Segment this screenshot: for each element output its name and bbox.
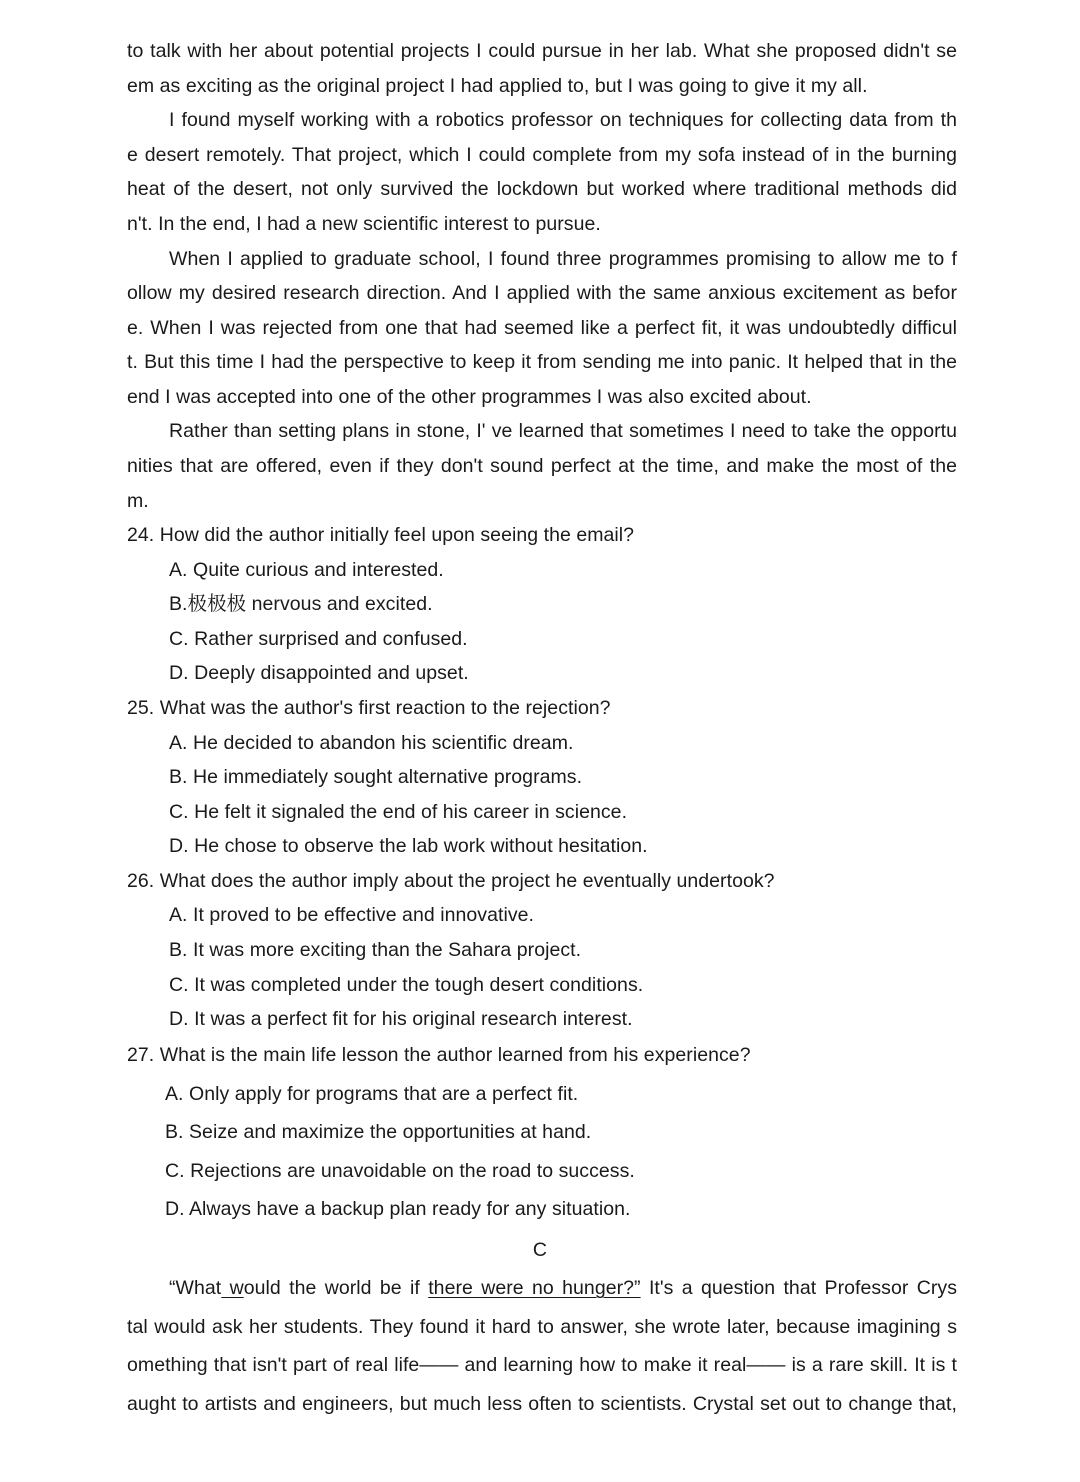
- passage-line: When I applied to graduate school, I found three programmes promising to allow me to f: [169, 248, 957, 270]
- passage-line: omething that isn't part of real life—— and learning how to make it real—— is a rare skill. It is t: [127, 1354, 957, 1376]
- question-25-option-b: B. He immediately sought alternative programs.: [169, 766, 583, 788]
- passage-line: to talk with her about potential projects I could pursue in her lab. What she proposed didn't se: [127, 40, 957, 62]
- quote-open: “What: [169, 1277, 222, 1299]
- passage-line: heat of the desert, not only survived the lockdown but worked where traditional methods did: [127, 178, 957, 200]
- question-27-option-c: C. Rejections are unavoidable on the road to success.: [165, 1160, 635, 1182]
- passage-line: em as exciting as the original project I had applied to, but I was going to give it my all.: [127, 75, 868, 97]
- section-heading: C: [532, 1239, 548, 1261]
- question-25-option-d: D. He chose to observe the lab work without hesitation.: [169, 835, 648, 857]
- question-26-option-a: A. It proved to be effective and innovative.: [169, 904, 534, 926]
- question-24-option-b: B.极极极 nervous and excited.: [169, 593, 433, 615]
- quote-middle: ould the world be if: [243, 1277, 429, 1299]
- question-24-option-c: C. Rather surprised and confused.: [169, 628, 468, 650]
- question-27-stem: 27. What is the main life lesson the author learned from his experience?: [127, 1044, 751, 1066]
- question-26-option-c: C. It was completed under the tough desert conditions.: [169, 974, 644, 996]
- passage-line: ollow my desired research direction. And I applied with the same anxious excitement as befor: [127, 282, 957, 304]
- question-24-option-a: A. Quite curious and interested.: [169, 559, 444, 581]
- question-27-option-d: D. Always have a backup plan ready for any situation.: [165, 1198, 631, 1220]
- question-27-option-a: A. Only apply for programs that are a perfect fit.: [165, 1083, 579, 1105]
- question-27-option-b: B. Seize and maximize the opportunities at hand.: [165, 1121, 592, 1143]
- passage-line: nities that are offered, even if they don't sound perfect at the time, and make the most of the: [127, 455, 957, 477]
- passage-line: end I was accepted into one of the other programmes I was also excited about.: [127, 386, 812, 408]
- passage-line: e. When I was rejected from one that had seemed like a perfect fit, it was undoubtedly difficul: [127, 317, 957, 339]
- section-c-first-line: [169, 1275, 957, 1301]
- question-26-option-d: D. It was a perfect fit for his original research interest.: [169, 1008, 633, 1030]
- question-24-option-d: D. Deeply disappointed and upset.: [169, 662, 469, 684]
- question-25-option-a: A. He decided to abandon his scientific dream.: [169, 732, 574, 754]
- passage-line: I found myself working with a robotics professor on techniques for collecting data from th: [169, 109, 957, 131]
- underlined-text: w: [221, 1277, 244, 1299]
- passage-line: e desert remotely. That project, which I could complete from my sofa instead of in the burning: [127, 144, 957, 166]
- underlined-text: there were no hunger?”: [428, 1277, 641, 1299]
- passage-line: t. But this time I had the perspective to keep it from sending me into panic. It helped that in the: [127, 351, 957, 373]
- passage-line: aught to artists and engineers, but much less often to scientists. Crystal set out to change that,: [127, 1393, 957, 1415]
- passage-line: Rather than setting plans in stone, I' ve learned that sometimes I need to take the opportu: [169, 420, 957, 442]
- question-24-stem: 24. How did the author initially feel upon seeing the email?: [127, 524, 635, 546]
- passage-line: m.: [127, 490, 149, 512]
- passage-line: tal would ask her students. They found it hard to answer, she wrote later, because imagining s: [127, 1316, 957, 1338]
- question-26-option-b: B. It was more exciting than the Sahara project.: [169, 939, 582, 961]
- passage-line: n't. In the end, I had a new scientific interest to pursue.: [127, 213, 601, 235]
- question-26-stem: 26. What does the author imply about the project he eventually undertook?: [127, 870, 775, 892]
- quote-rest: It's a question that Professor Crys: [640, 1277, 958, 1299]
- question-25-stem: 25. What was the author's first reaction to the rejection?: [127, 697, 611, 719]
- question-25-option-c: C. He felt it signaled the end of his career in science.: [169, 801, 628, 823]
